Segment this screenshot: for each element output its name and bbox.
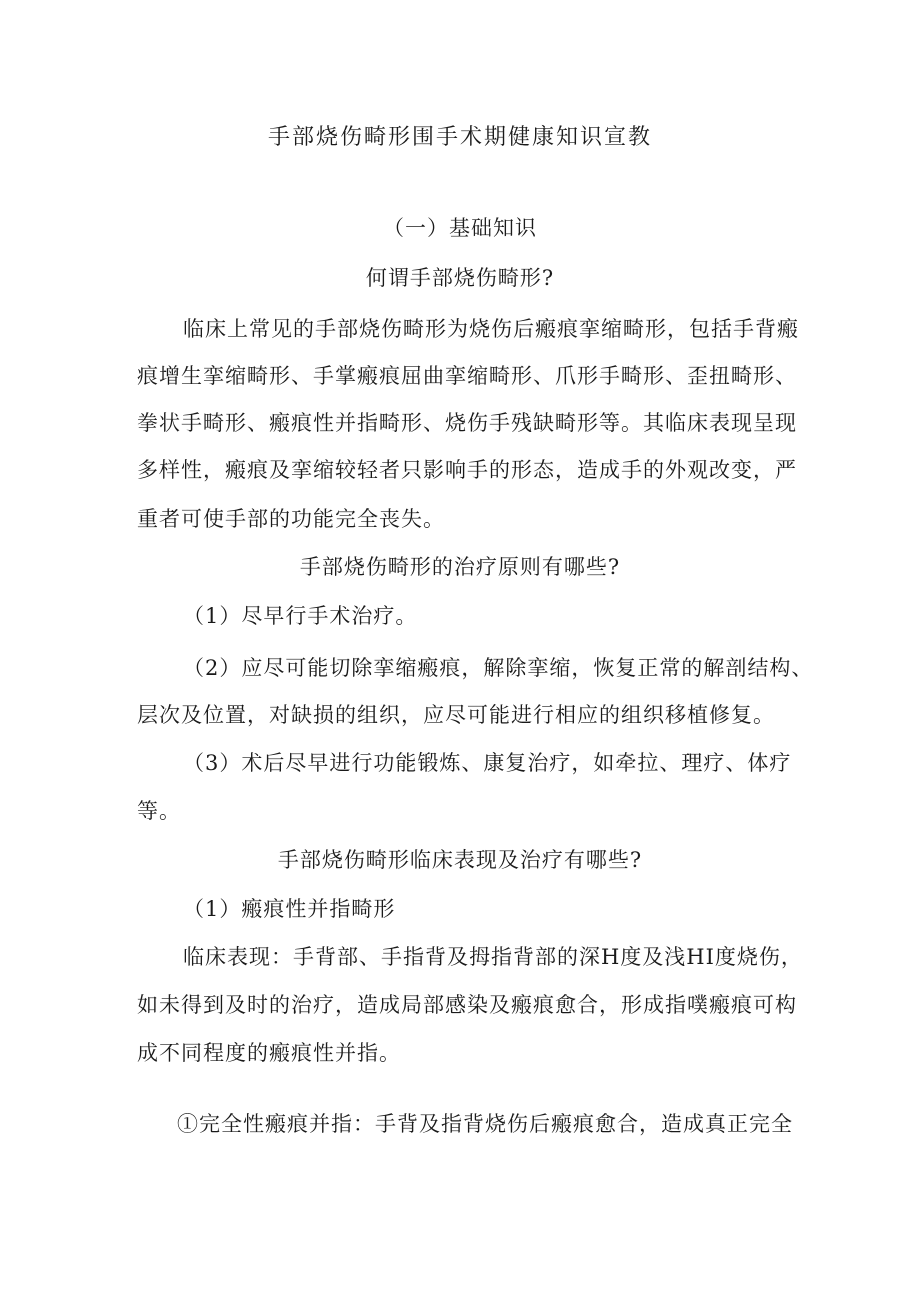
list-item: （3）术后尽早进行功能锻炼、康复治疗，如牵拉、理疗、体疗 — [183, 751, 792, 775]
question-heading-1: 何谓手部烧伤畸形? — [365, 266, 555, 290]
list-item: （2）应尽可能切除挛缩瘢痕，解除挛缩，恢复正常的解剖结构、 — [183, 656, 814, 680]
question-heading-3: 手部烧伤畸形临床表现及治疗有哪些? — [277, 848, 643, 872]
paragraph-line: 重者可使手部的功能完全丧失。 — [137, 507, 445, 531]
sub-item: ①完全性瘢痕并指：手背及指背烧伤后瘢痕愈合，造成真正完全 — [177, 1112, 793, 1136]
paragraph-line: 多样性，瘢痕及挛缩较轻者只影响手的形态，造成手的外观改变，严 — [137, 458, 797, 482]
paragraph-line: 临床表现：手背部、手指背及拇指背部的深H度及浅HI度烧伤， — [183, 945, 803, 969]
question-heading-2: 手部烧伤畸形的治疗原则有哪些? — [299, 555, 621, 579]
section-heading: （一）基础知识 — [383, 216, 537, 240]
list-item: （1）瘢痕性并指畸形 — [183, 897, 396, 921]
list-item-continuation: 等。 — [137, 799, 181, 823]
paragraph-line: 拳状手畸形、瘢痕性并指畸形、烧伤手残缺畸形等。其临床表现呈现 — [137, 411, 797, 435]
document-title: 手部烧伤畸形围手术期健康知识宣教 — [267, 125, 652, 150]
paragraph-line: 临床上常见的手部烧伤畸形为烧伤后瘢痕挛缩畸形，包括手背瘢 — [183, 317, 799, 341]
list-item: （1）尽早行手术治疗。 — [183, 604, 418, 628]
paragraph-line: 成不同程度的瘢痕性并指。 — [137, 1041, 401, 1065]
list-item-continuation: 层次及位置，对缺损的组织，应尽可能进行相应的组织移植修复。 — [137, 703, 775, 727]
paragraph-line: 痕增生挛缩畸形、手掌瘢痕屈曲挛缩畸形、爪形手畸形、歪扭畸形、 — [137, 364, 797, 388]
paragraph-line: 如未得到及时的治疗，造成局部感染及瘢痕愈合，形成指噗瘢痕可构 — [137, 993, 797, 1017]
